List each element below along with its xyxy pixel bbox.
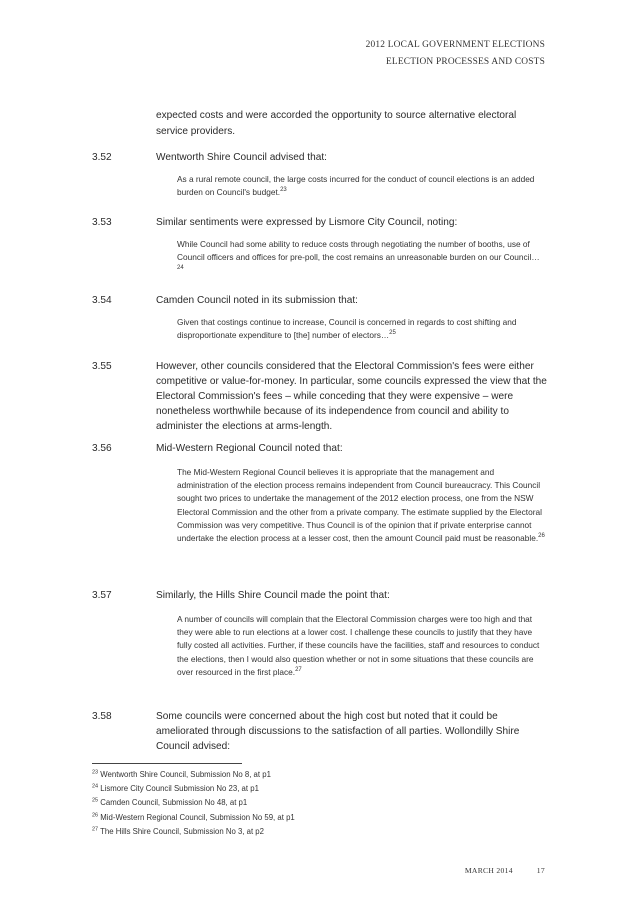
footnote — [92, 825, 295, 839]
block-quote — [177, 466, 545, 545]
para-text: Some councils were concerned about the high cost but noted that it could be ameliorated through discussions to the satisfaction of all parties. Wollondilly Shire Council advised: — [156, 711, 520, 752]
block-quote — [177, 238, 545, 278]
footnote-text: Lismore City Council Submission No 23, at p1 — [100, 784, 259, 794]
page-footer — [465, 866, 545, 875]
footnote-number: 24 — [92, 783, 99, 790]
footnote-number: 23 — [92, 769, 99, 776]
footnote-ref: 23 — [280, 187, 287, 194]
quote-text: A number of councils will complain that the Electoral Commission charges were too high and that they were able to run elections at a lower cost. I challenge these councils to justify that they have fully costed all activities. Further, if these councils have the facilities, staff and resources to conduct the elections, then I would also question whether or not in some situations that these councils are over resourced in the first place. — [177, 614, 540, 677]
para-text: Similarly, the Hills Shire Council made the point that: — [156, 590, 390, 601]
para-number: 3.52 — [92, 152, 112, 163]
para-number: 3.53 — [92, 217, 112, 228]
para-text: Mid-Western Regional Council noted that: — [156, 443, 343, 454]
para-text: Camden Council noted in its submission that: — [156, 295, 358, 306]
footnotes — [92, 768, 295, 839]
footnote — [92, 782, 295, 796]
para-text: Wentworth Shire Council advised that: — [156, 152, 327, 163]
header-line-1: 2012 LOCAL GOVERNMENT ELECTIONS — [365, 40, 545, 50]
footnote-number: 26 — [92, 812, 99, 819]
quote-text: Given that costings continue to increase, Council is concerned in regards to cost shifting and disproportionate expenditure to [the] number of electors… — [177, 317, 517, 341]
footnote — [92, 811, 295, 825]
footnote-ref: 26 — [538, 533, 545, 540]
footnote-text: Camden Council, Submission No 48, at p1 — [100, 798, 248, 808]
para-number: 3.58 — [92, 711, 112, 722]
block-quote — [177, 316, 545, 342]
footnote-ref: 24 — [177, 265, 184, 272]
para-number: 3.56 — [92, 443, 112, 454]
para-number: 3.57 — [92, 590, 112, 601]
header-line-2: ELECTION PROCESSES AND COSTS — [385, 57, 545, 67]
footnote — [92, 796, 295, 810]
footnote-ref: 25 — [389, 330, 396, 337]
para-number: 3.54 — [92, 295, 112, 306]
footnote-number: 25 — [92, 797, 99, 804]
footnote-separator — [92, 763, 242, 764]
continuation-text: expected costs and were accorded the opportunity to source alternative electoral service providers. — [156, 110, 517, 137]
footnote-text: Wentworth Shire Council, Submission No 8, at p1 — [100, 770, 271, 779]
quote-text: The Mid-Western Regional Council believes it is appropriate that the management and administration of the election process remains independent from Council bureaucracy. This Council sought two prices to undertake the management of the 2012 election process, one from the NSW Electoral Commission and the other from a private company. The estimate supplied by the Electoral Commission was very competitive. Thus Council is of the opinion that if private enterprise cannot undertake the election process at a lesser cost, then the amount Council paid must be reasonable. — [177, 467, 542, 544]
running-header — [366, 37, 545, 71]
page-number: 17 — [536, 866, 545, 875]
block-quote — [177, 173, 545, 199]
quote-text: While Council had some ability to reduce costs through negotiating the number of booths, use of Council officers and offices for pre-poll, the cost remains an unreasonable burden on our Council… — [177, 239, 540, 263]
footnote-text: The Hills Shire Council, Submission No 3, at p2 — [100, 826, 264, 836]
block-quote — [177, 613, 545, 679]
para-text: Similar sentiments were expressed by Lismore City Council, noting: — [156, 217, 458, 228]
footnote — [92, 768, 295, 782]
footnote-ref: 27 — [295, 667, 302, 674]
footnote-number: 27 — [92, 826, 99, 833]
quote-text: As a rural remote council, the large costs incurred for the conduct of council elections is an added burden on Council's budget. — [177, 174, 535, 198]
para-text: However, other councils considered that the Electoral Commission's fees were either competitive or value-for-money. In particular, some councils expressed the view that the Electoral Commission's fees – while conceding that they were expensive – were nonetheless worthwhile because of its independence from council and ability to administer the elections at arms-length. — [156, 361, 547, 432]
footer-date: MARCH 2014 — [464, 866, 513, 875]
para-number: 3.55 — [92, 361, 112, 372]
footnote-text: Mid-Western Regional Council, Submission No 59, at p1 — [100, 812, 295, 822]
